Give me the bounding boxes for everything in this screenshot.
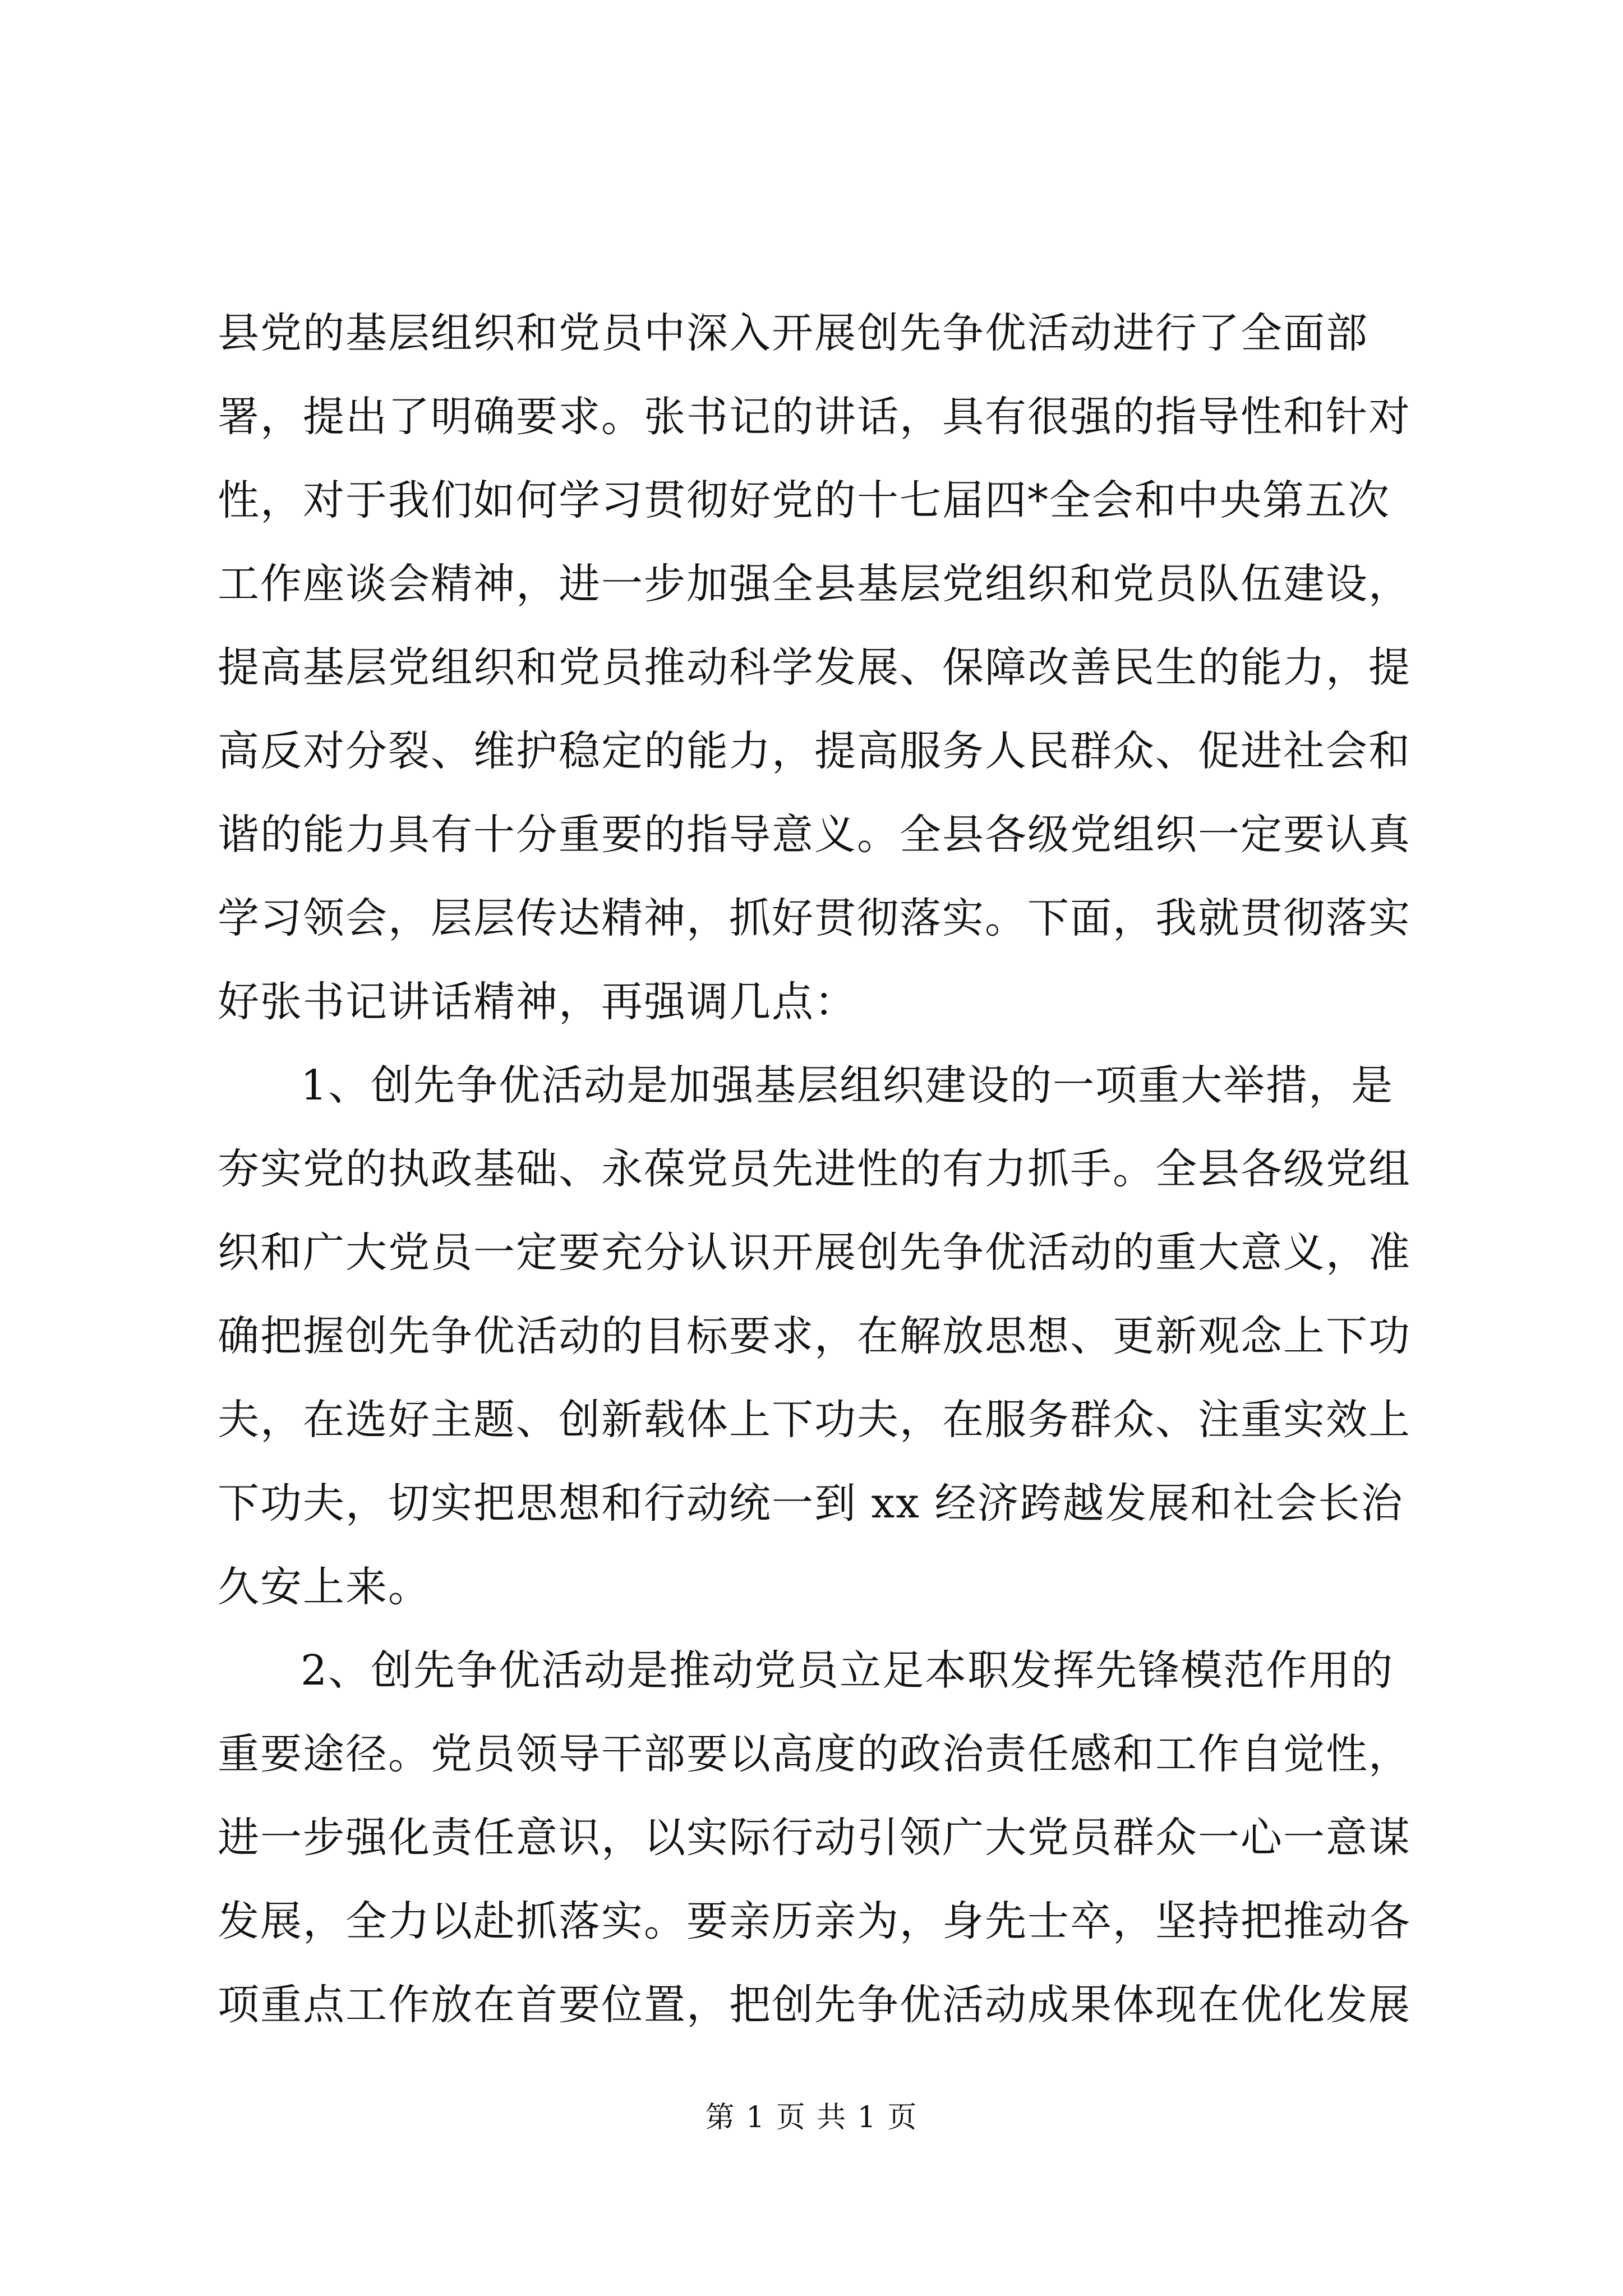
text-line: 性，对于我们如何学习贯彻好党的十七届四*全会和中央第五次 [218,476,1390,524]
paragraph-2-start: 2、创先争优活动是推动党员立足本职发挥先锋模范作用的 [301,1646,1394,1695]
text-line: 谐的能力具有十分重要的指导意义。全县各级党组织一定要认真 [218,811,1411,859]
text-line: 工作座谈会精神，进一步加强全县基层党组织和党员队伍建设， [218,560,1411,608]
text-line: 织和广大党员一定要充分认识开展创先争优活动的重大意义，准 [218,1228,1411,1277]
text-line: 进一步强化责任意识，以实际行动引领广大党员群众一心一意谋 [218,1814,1411,1862]
text-line: 下功夫，切实把思想和行动统一到 xx 经济跨越发展和社会长治 [218,1479,1404,1527]
text-line: 好张书记讲话精神，再强调几点： [218,978,857,1026]
page-footer: 第 1 页 共 1 页 [705,2101,918,2134]
text-line: 确把握创先争优活动的目标要求，在解放思想、更新观念上下功 [218,1312,1411,1360]
paragraph-1-start: 1、创先争优活动是加强基层组织建设的一项重大举措，是 [301,1061,1394,1110]
text-line: 久安上来。 [218,1563,431,1611]
text-line: 高反对分裂、维护稳定的能力，提高服务人民群众、促进社会和 [218,727,1411,775]
text-line: 项重点工作放在首要位置，把创先争优活动成果体现在优化发展 [218,1981,1411,2029]
text-line: 署，提出了明确要求。张书记的讲话，具有很强的指导性和针对 [218,393,1411,441]
text-line: 县党的基层组织和党员中深入开展创先争优活动进行了全面部 [218,309,1368,357]
text-line: 重要途径。党员领导干部要以高度的政治责任感和工作自觉性， [218,1730,1411,1778]
document-body [218,292,1418,2047]
text-line: 夯实党的执政基础、永葆党员先进性的有力抓手。全县各级党组 [218,1145,1411,1193]
text-line: 学习领会，层层传达精神，抓好贯彻落实。下面，我就贯彻落实 [218,894,1411,942]
text-line: 夫，在选好主题、创新载体上下功夫，在服务群众、注重实效上 [218,1396,1411,1444]
text-line: 发展，全力以赴抓落实。要亲历亲为，身先士卒，坚持把推动各 [218,1897,1411,1945]
text-line: 提高基层党组织和党员推动科学发展、保障改善民生的能力，提 [218,643,1411,692]
